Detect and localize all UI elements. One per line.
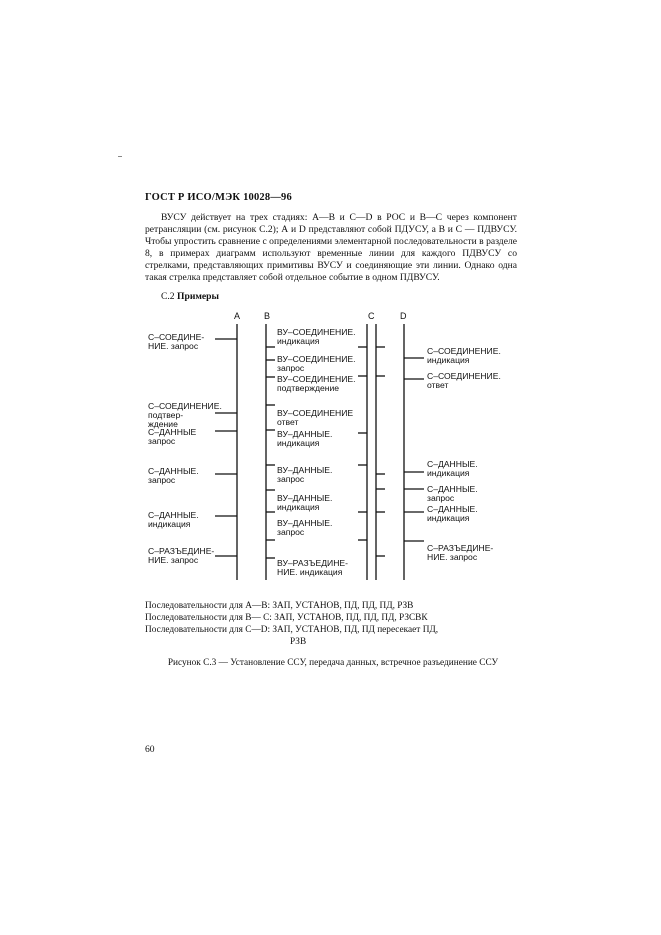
right-label-5: С–ДАННЫЕ. индикация [427, 504, 478, 523]
section-number: С.2 [161, 291, 175, 302]
right-label-3: С–ДАННЫЕ. индикация [427, 459, 478, 478]
sequence-line-4: РЗВ [290, 637, 307, 647]
middle-label-1: ВУ–СОЕДИНЕНИЕ. индикация [277, 327, 356, 346]
middle-label-8: ВУ–ДАННЫЕ. запрос [277, 518, 333, 537]
right-label-6: С–РАЗЪЕДИНЕ- НИЕ. запрос [427, 543, 494, 562]
middle-label-4: ВУ–СОЕДИНЕНИЕ ответ [277, 408, 354, 427]
left-label-4: С–ДАННЫЕ. запрос [148, 466, 199, 485]
left-label-2: С–СОЕДИНЕНИЕ. подтвер- ждение [148, 401, 222, 429]
column-label-d: D [400, 311, 407, 321]
left-label-1: С–СОЕДИНЕ- НИЕ. запрос [148, 332, 205, 351]
figure-caption: Рисунок С.3 — Установление ССУ, передача данных, встречное разъединение ССУ [167, 658, 499, 668]
left-label-6: С–РАЗЪЕДИНЕ- НИЕ. запрос [148, 546, 215, 565]
page-number: 60 [145, 744, 155, 755]
right-label-2: С–СОЕДИНЕНИЕ. ответ [427, 371, 501, 390]
middle-label-3: ВУ–СОЕДИНЕНИЕ. подтверждение [277, 374, 356, 393]
sequence-line-3: Последовательности для С—D: ЗАП, УСТАНОВ, ПД, ПД пересекает ПД, [145, 625, 439, 635]
left-label-3: С–ДАННЫЕ запрос [148, 427, 197, 446]
middle-label-2: ВУ–СОЕДИНЕНИЕ. запрос [277, 354, 356, 373]
intro-paragraph: ВУСУ действует на трех стадиях: А—В и С—D в РОС и В—С через компонент ретрансляции (см. рисунок С.2); А и D представляют собой ПДУСУ, а В и С — ПДВУСУ. Чтобы упростить сравнение с определениями элементарной последовательности в разделе 8, в примерах диаграмм используют временные линии для каждого ПДВУСУ со стрелками, представляющих примитивы ВУСУ и соединяющие эти линии. Однако одна такая стрелка представляет собой отдельное событие в одном ПДВУСУ. [145, 212, 517, 283]
sequence-line-1: Последовательности для А—В: ЗАП, УСТАНОВ, ПД, ПД, ПД, РЗВ [145, 601, 414, 611]
left-label-5: С–ДАННЫЕ. индикация [148, 510, 199, 529]
sequence-line-2: Последовательности для В— С: ЗАП, УСТАНОВ, ПД, ПД, ПД, РЗСВК [145, 613, 428, 623]
middle-label-9: ВУ–РАЗЪЕДИНЕ- НИЕ. индикация [277, 558, 348, 577]
right-label-1: С–СОЕДИНЕНИЕ. индикация [427, 346, 501, 365]
middle-label-5: ВУ–ДАННЫЕ. индикация [277, 429, 333, 448]
right-label-4: С–ДАННЫЕ. запрос [427, 484, 478, 503]
section-title: Примеры [177, 291, 219, 302]
column-label-b: В [264, 311, 271, 321]
middle-label-7: ВУ–ДАННЫЕ. индикация [277, 493, 333, 512]
column-label-a: А [234, 311, 241, 321]
page-header: ГОСТ Р ИСО/МЭК 10028—96 [145, 192, 292, 203]
column-label-c: С [368, 311, 375, 321]
middle-label-6: ВУ–ДАННЫЕ. запрос [277, 465, 333, 484]
